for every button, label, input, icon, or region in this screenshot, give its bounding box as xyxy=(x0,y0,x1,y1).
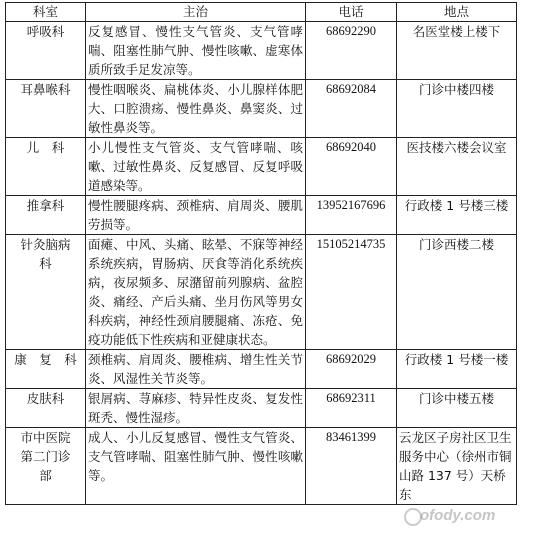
location-cell: 门诊中楼五楼 xyxy=(397,389,517,428)
phone-cell: 68692040 xyxy=(306,138,397,196)
specialty-cell: 反复感冒、慢性支气管炎、支气管哮喘、阻塞性肺气肿、慢性咳嗽、虚寒体质所致手足发凉等。 xyxy=(86,22,306,80)
dept-cell xyxy=(6,22,86,80)
location-cell: 名医堂楼上楼下 xyxy=(397,22,517,80)
header-specialty: 主治 xyxy=(86,3,306,22)
location-cell: 行政楼 1 号楼三楼 xyxy=(397,196,517,235)
location-cell: 医技楼六楼会议室 xyxy=(397,138,517,196)
dept-name-line: 康 复 科 xyxy=(14,352,77,367)
dept-name-line: 科 xyxy=(39,256,52,271)
table-row xyxy=(6,428,517,505)
phone-cell: 68692311 xyxy=(306,389,397,428)
phone-cell: 13952167696 xyxy=(306,196,397,235)
phone-cell: 68692290 xyxy=(306,22,397,80)
specialty-cell: 银屑病、荨麻疹、特异性皮炎、复发性斑秃、慢性湿疹。 xyxy=(86,389,306,428)
header-dept: 科室 xyxy=(6,3,86,22)
location-cell: 门诊中楼四楼 xyxy=(397,80,517,138)
specialty-cell: 慢性咽喉炎、扁桃体炎、小儿腺样体肥大、口腔溃疡、慢性鼻炎、鼻窦炎、过敏性鼻炎等。 xyxy=(86,80,306,138)
table-row xyxy=(6,22,517,80)
dept-name-line: 儿 科 xyxy=(26,140,65,155)
table-row xyxy=(6,350,517,389)
table-body xyxy=(6,22,517,505)
clinic-table xyxy=(5,2,517,505)
table-row xyxy=(6,389,517,428)
dept-name-line: 呼吸科 xyxy=(26,24,65,39)
location-cell: 云龙区子房社区卫生服务中心（徐州市铜山路 137 号）天桥东 xyxy=(397,428,517,505)
specialty-cell: 慢性腰腿疼病、颈椎病、肩周炎、腰肌劳损等。 xyxy=(86,196,306,235)
location-cell: 行政楼 1 号楼一楼 xyxy=(397,350,517,389)
phone-cell: 68692029 xyxy=(306,350,397,389)
location-cell: 门诊西楼二楼 xyxy=(397,235,517,350)
header-row xyxy=(6,3,517,22)
header-location: 地点 xyxy=(397,3,517,22)
specialty-cell: 面瘫、中风、头痛、眩晕、不寐等神经系统疾病，胃肠病、厌食等消化系统疾病，夜尿频多、尿潴留前列腺病、盆腔炎、痛经、产后头痛、坐月伤风等男女科疾病，神经性颈肩腰腿痛、冻疮、免疫功能低下性疾病和亚健康状态。 xyxy=(86,235,306,350)
dept-name-line: 针灸脑病 xyxy=(20,237,71,252)
dept-cell xyxy=(6,80,86,138)
table-row xyxy=(6,138,517,196)
dept-cell xyxy=(6,350,86,389)
table-row xyxy=(6,196,517,235)
phone-cell: 15105214735 xyxy=(306,235,397,350)
dept-name-line: 推拿科 xyxy=(26,198,65,213)
table-row xyxy=(6,235,517,350)
dept-name-line: 皮肤科 xyxy=(26,391,65,406)
dept-cell xyxy=(6,389,86,428)
dept-cell xyxy=(6,138,86,196)
dept-name-line: 部 xyxy=(39,468,52,483)
phone-cell: 83461399 xyxy=(306,428,397,505)
phone-cell: 68692084 xyxy=(306,80,397,138)
table-row xyxy=(6,80,517,138)
header-phone: 电话 xyxy=(306,3,397,22)
specialty-cell: 颈椎病、肩周炎、腰椎病、增生性关节炎、风湿性关节炎等。 xyxy=(86,350,306,389)
specialty-cell: 成人、小儿反复感冒、慢性支气管炎、支气管哮喘、阻塞性肺气肿、慢性咳嗽等。 xyxy=(86,428,306,505)
specialty-cell: 小儿慢性支气管炎、支气管哮喘、咳嗽、过敏性鼻炎、反复感冒、反复呼吸道感染等。 xyxy=(86,138,306,196)
dept-cell xyxy=(6,428,86,505)
dept-cell xyxy=(6,235,86,350)
dept-name-line: 第二门诊 xyxy=(20,449,71,464)
watermark: ofody.com xyxy=(420,507,496,524)
dept-name-line: 耳鼻喉科 xyxy=(20,82,71,97)
dept-cell xyxy=(6,196,86,235)
dept-name-line: 市中医院 xyxy=(20,430,71,445)
